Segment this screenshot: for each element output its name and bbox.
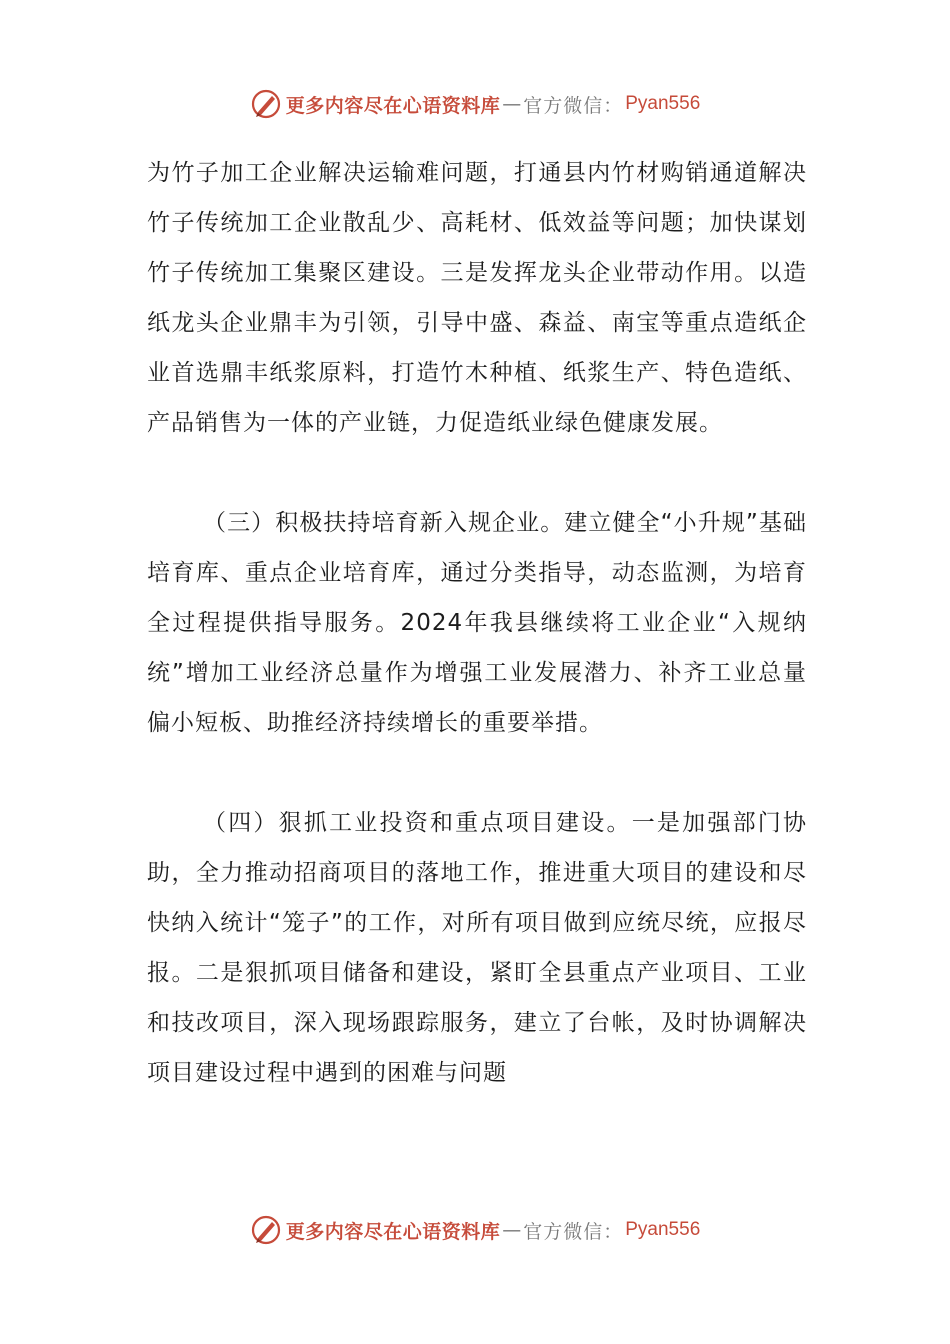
footer-banner: [0, 1212, 950, 1248]
pen-logo-icon: [250, 88, 282, 120]
paragraph-3: （四）狠抓工业投资和重点项目建设。一是加强部门协助，全力推动招商项目的落地工作，推进重大项目的建设和尽快纳入统计“笼子”的工作，对所有项目做到应统尽统，应报尽报。二是狠抓项目储备和建设，紧盯全县重点产业项目、工业和技改项目，深入现场跟踪服务，建立了台帐，及时协调解决项目建设过程中遇到的困难与问题: [147, 810, 807, 1086]
body-text: [147, 148, 807, 1098]
banner-dash: —: [502, 93, 522, 115]
pen-logo-icon: [250, 1214, 282, 1246]
paragraph-2: （三）积极扶持培育新入规企业。建立健全“小升规”基础培育库、重点企业培育库，通过分类指导，动态监测，为培育全过程提供指导服务。2024年我县继续将工业企业“入规纳统”增加工业经济总量作为增强工业发展潜力、补齐工业总量偏小短板、助推经济持续增长的重要举措。: [147, 510, 807, 736]
banner-title: 更多内容尽在心语资料库: [285, 94, 501, 117]
footer-banner-wechat-id: Pyan556: [625, 1219, 701, 1240]
banner-wechat-id: Pyan556: [625, 93, 701, 114]
footer-banner-wechat-label: 官方微信：: [523, 1220, 624, 1243]
footer-banner-title: 更多内容尽在心语资料库: [285, 1220, 501, 1243]
header-banner: [0, 86, 950, 122]
footer-banner-dash: —: [502, 1219, 522, 1241]
banner-wechat-label: 官方微信：: [523, 94, 624, 117]
paragraph-1: 为竹子加工企业解决运输难问题，打通县内竹材购销通道解决竹子传统加工企业散乱少、高耗材、低效益等问题；加快谋划竹子传统加工集聚区建设。三是发挥龙头企业带动作用。以造纸龙头企业鼎丰为引领，引导中盛、森益、南宝等重点造纸企业首选鼎丰纸浆原料，打造竹木种植、纸浆生产、特色造纸、产品销售为一体的产业链，力促造纸业绿色健康发展。: [147, 160, 807, 436]
